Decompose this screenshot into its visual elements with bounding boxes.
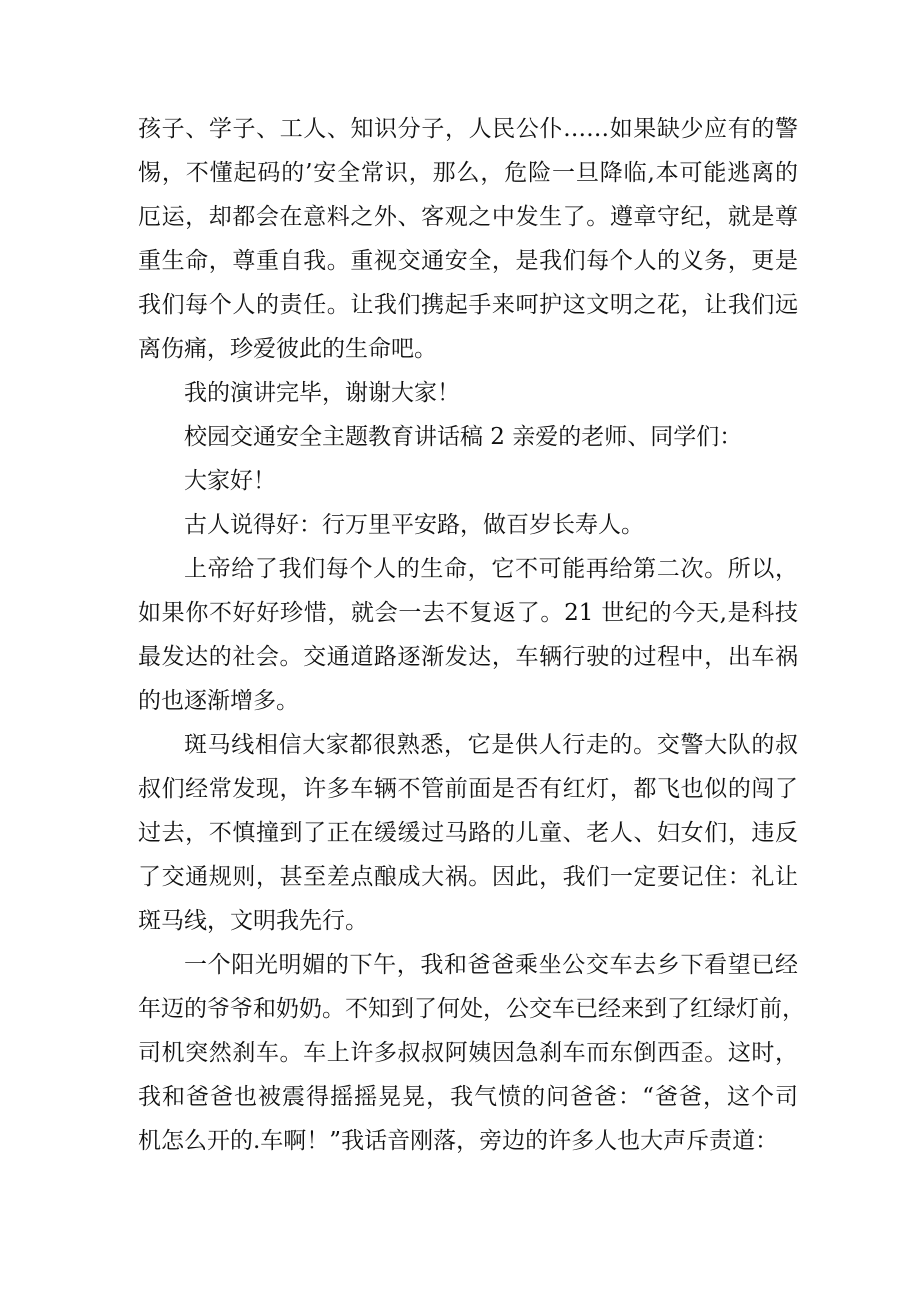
document-body: [138, 107, 805, 1163]
paragraph: [138, 107, 798, 371]
text-line: 司机突然刹车。车上许多叔叔阿姨因急刹车而东倒西歪。这时，: [138, 1040, 798, 1066]
text-line: 大家好！: [184, 468, 276, 494]
text-line: 一个阳光明媚的下午，我和爸爸乘坐公交车去乡下看望已经: [184, 952, 798, 978]
text-line: 厄运，却都会在意料之外、客观之中发生了。遵章守纪，就是尊: [138, 204, 798, 230]
text-line: 我们每个人的责任。让我们携起手来呵护这文明之花，让我们远: [138, 292, 798, 318]
text-line: 惕，不懂起码的’安全常识，那么，危险一旦降临,本可能逃离的: [138, 160, 798, 186]
paragraph: [138, 547, 798, 723]
text-line: 斑马线相信大家都很熟悉，它是供人行走的。交警大队的叔: [184, 732, 798, 758]
text-line: 机怎么开的.车啊！”我话音刚落，旁边的许多人也大声斥责道：: [138, 1128, 779, 1154]
text-line: 上帝给了我们每个人的生命，它不可能再给第二次。所以，: [184, 556, 798, 582]
text-line: 过去，不慎撞到了正在缓缓过马路的儿童、老人、妇女们，违反: [138, 820, 798, 846]
text-line: 年迈的爷爷和奶奶。不知到了何处，公交车已经来到了红绿灯前，: [138, 996, 805, 1022]
paragraph: [138, 371, 798, 415]
paragraph: [138, 503, 798, 547]
paragraph: [138, 943, 805, 1163]
text-line: 了交通规则，甚至差点酿成大祸。因此，我们一定要记住：礼让: [138, 864, 798, 890]
text-line: 重生命，尊重自我。重视交通安全，是我们每个人的义务，更是: [138, 248, 798, 274]
paragraph: [138, 723, 798, 943]
text-line: 古人说得好：行万里平安路，做百岁长寿人。: [184, 512, 644, 538]
text-line: 我的演讲完毕，谢谢大家！: [184, 380, 460, 406]
text-line: 我和爸爸也被震得摇摇晃晃，我气愤的问爸爸：“爸爸，这个司: [138, 1084, 798, 1110]
text-line: 的也逐渐增多。: [138, 688, 299, 714]
text-line: 孩子、学子、工人、知识分子，人民公仆……如果缺少应有的警: [138, 116, 798, 142]
text-line: 最发达的社会。交通道路逐渐发达，车辆行驶的过程中，出车祸: [138, 644, 798, 670]
paragraph: [138, 459, 798, 503]
text-line: 离伤痛，珍爱彼此的生命吧。: [138, 336, 437, 362]
paragraph: [138, 415, 798, 459]
text-line: 斑马线，文明我先行。: [138, 908, 368, 934]
text-line: 叔们经常发现，许多车辆不管前面是否有红灯，都飞也似的闯了: [138, 776, 798, 802]
text-line: 校园交通安全主题教育讲话稿 2 亲爱的老师、同学们：: [184, 424, 743, 450]
text-line: 如果你不好好珍惜，就会一去不复返了。21 世纪的今天,是科技: [138, 600, 798, 626]
